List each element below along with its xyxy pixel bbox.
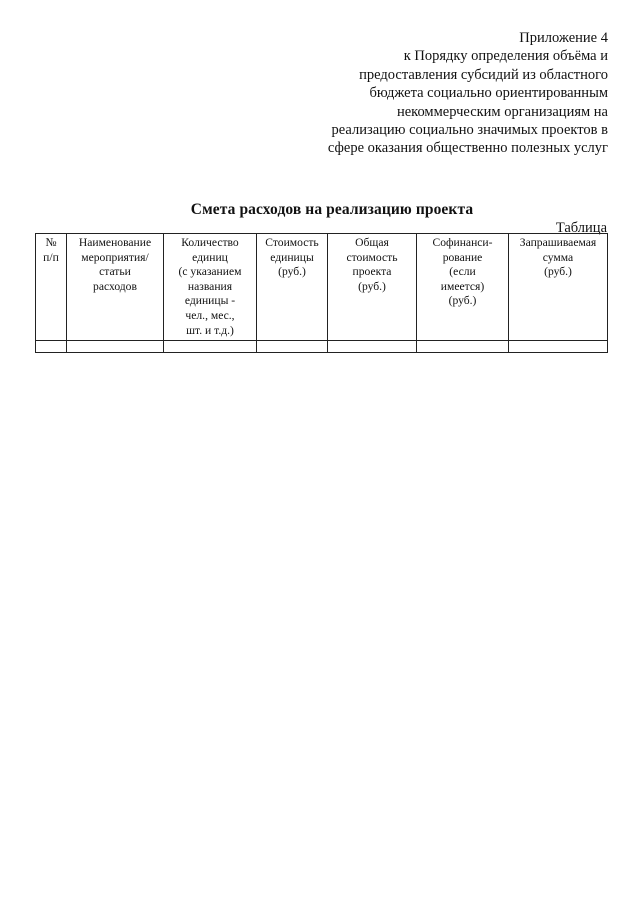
appendix-line: предоставления субсидий из областного: [359, 66, 608, 83]
appendix-line: сфере оказания общественно полезных услуг: [327, 140, 608, 157]
header-unit-cost: Стоимость единицы (руб.): [257, 234, 328, 341]
appendix-header: [288, 29, 608, 158]
table-header-row: [36, 234, 608, 341]
appendix-line: к Порядку определения объёма и: [403, 48, 608, 65]
header-cofinancing: Софинанси- рование (если имеется) (руб.): [417, 234, 509, 341]
table-cell: [257, 341, 328, 353]
appendix-line: Приложение 4: [519, 30, 608, 46]
table-cell: [509, 341, 608, 353]
table-cell: [328, 341, 417, 353]
table-label: Таблица: [555, 220, 607, 236]
document-title: Смета расходов на реализацию проекта: [190, 201, 474, 218]
appendix-line: бюджета социально ориентированным: [369, 85, 608, 102]
table-cell: [67, 341, 164, 353]
table-cell: [417, 341, 509, 353]
table-row: [36, 341, 608, 353]
header-total-cost: Общая стоимость проекта (руб.): [328, 234, 417, 341]
header-number: № п/п: [36, 234, 67, 341]
table-cell: [164, 341, 257, 353]
table-cell: [36, 341, 67, 353]
header-requested-amount: Запрашиваемая сумма (руб.): [509, 234, 608, 341]
appendix-line: реализацию социально значимых проектов в: [331, 122, 608, 139]
estimate-table: [35, 233, 608, 353]
header-item-name: Наименование мероприятия/ статьи расходов: [67, 234, 164, 341]
header-quantity: Количество единиц (с указанием названия единицы - чел., мес., шт. и т.д.): [164, 234, 257, 341]
appendix-line: некоммерческим организациям на: [396, 103, 608, 120]
